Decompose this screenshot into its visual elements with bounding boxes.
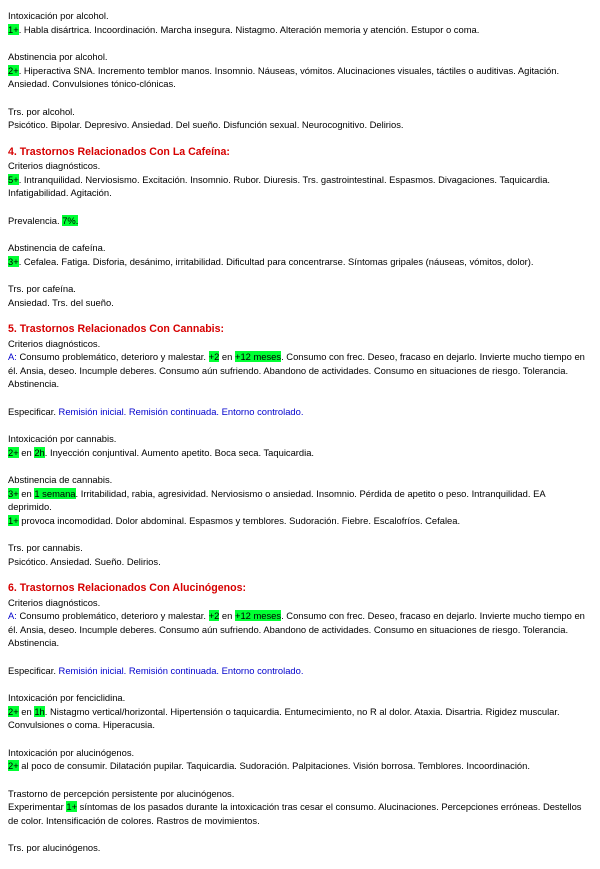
cannabis-disorders-section (8, 541, 588, 568)
caffeine-criteria-section (8, 146, 588, 200)
body-text: . Intranquilidad. Nerviosismo. Excitación. Insomnio. Rubor. Diuresis. Trs. gastrointestinal. Espasmos. Divagaciones. Taquicardia. Infatigabilidad. Agitación. (8, 173, 551, 198)
section-heading: Abstinencia por alcohol. (8, 51, 108, 62)
highlight-period: +12 meses (234, 610, 282, 621)
section-heading: Criterios diagnósticos. (8, 337, 101, 349)
section-heading: Trs. por alucinógenos. (8, 842, 101, 853)
specify-text: Remisión inicial. Remisión continuada. Entorno controlado. (58, 664, 304, 676)
section-heading: Intoxicación por alucinógenos. (8, 746, 135, 758)
highlight-count: 2+ (8, 705, 19, 717)
criterion-a-label: A: (8, 351, 17, 362)
section-body: A: Consumo problemático, deterioro y malestar. +2 en +12 meses. Consumo con frec. Deseo, fracaso en dejarlo. Invierte mucho tiempo en él. Ansia, deseo. Incumple deberes. Consumo aún sufriendo. Abandono de actividades. Consumo en situaciones de riesgo. Tolerancia. Abstinencia. (8, 351, 585, 389)
body-text: . Cefalea. Fatiga. Disforia, desánimo, irritabilidad. Dificultad para concentrarse. Síntomas gripales (náuseas, vómitos, dolor). (18, 255, 534, 267)
section-body (8, 64, 588, 91)
section-heading: Criterios diagnósticos. (8, 160, 101, 171)
hallucinogen-criteria-section (8, 582, 588, 650)
chapter-title-caffeine: 4. Trastornos Relacionados Con La Cafeína: (8, 145, 230, 158)
section-heading: Trs. por cannabis. (8, 542, 83, 553)
section-body: A: Consumo problemático, deterioro y malestar. +2 en +12 meses. Consumo con frec. Deseo, fracaso en dejarlo. Invierte mucho tiempo en él. Ansia, deseo. Incumple deberes. Consumo aún sufriendo. Abandono de actividades. Consumo en situaciones de riesgo. Tolerancia. Abstinencia. (8, 610, 585, 648)
body-text: Ansiedad. Trs. del sueño. (8, 296, 114, 308)
section-body: 3+ en 1 semana. Irritabilidad, rabia, agresividad. Nerviosismo o ansiedad. Insomnio. Pérdida de apetito o peso. Intranquilidad. EA deprimido. (8, 487, 546, 512)
persistent-perception-section (8, 787, 588, 828)
section-body: Experimentar 1+ síntomas de los pasados durante la intoxicación tras cesar el consumo. Alucinaciones. Percepciones erróneas. Destellos de color. Intensificación de colores. Rastros de movimientos. (8, 801, 582, 826)
section-heading: Intoxicación por cannabis. (8, 433, 117, 444)
prevalence-value: 7%. (62, 214, 79, 226)
section-body: 2+ en 2h. Inyección conjuntival. Aumento apetito. Boca seca. Taquicardia. (8, 446, 315, 458)
alcohol-intoxication-section (8, 9, 588, 36)
highlight-count: 1+ (66, 801, 78, 812)
highlight-time: 1h (34, 705, 45, 717)
highlight-count: 5+ (8, 173, 19, 185)
section-body: 1+ provoca incomodidad. Dolor abdominal. Espasmos y temblores. Sudoración. Fiebre. Escalofríos. Cefalea. (8, 514, 461, 526)
criterion-a-label: A: (8, 610, 17, 621)
alcohol-disorders-section (8, 105, 588, 132)
highlight-count: 1+ (8, 23, 19, 35)
highlight-count: 2+ (8, 64, 19, 76)
body-text: Psicótico. Ansiedad. Sueño. Delirios. (8, 555, 161, 567)
section-heading: Abstinencia de cafeína. (8, 242, 106, 253)
section-heading: Intoxicación por fenciclidina. (8, 692, 126, 703)
chapter-title-cannabis: 5. Trastornos Relacionados Con Cannabis: (8, 323, 225, 335)
section-heading: Trs. por cafeína. (8, 283, 76, 294)
section-heading: Trs. por alcohol. (8, 105, 75, 117)
caffeine-prevalence (8, 214, 588, 228)
specify-text: Remisión inicial. Remisión continuada. Entorno controlado. (58, 405, 304, 417)
section-body: 2+ en 1h. Nistagmo vertical/horizontal. Hipertensión o taquicardia. Entumecimiento, no R al dolor. Ataxia. Disartria. Rigidez muscular. Convulsiones o coma. Hiperacusia. (8, 705, 560, 730)
highlight-count: 3+ (8, 487, 19, 499)
caffeine-withdrawal-section (8, 241, 588, 268)
highlight-count: 3+ (8, 255, 19, 267)
highlight-time: 2h (34, 446, 45, 458)
section-body (8, 173, 588, 200)
section-heading: Trastorno de percepción persistente por alucinógenos. (8, 787, 235, 799)
caffeine-disorders-section (8, 282, 588, 309)
section-heading: Intoxicación por alcohol. (8, 10, 109, 21)
body-text: . Hiperactiva SNA. Incremento temblor manos. Insomnio. Náuseas, vómitos. Alucinaciones visuales, táctiles o auditivas. Agitación. Ansiedad. Convulsiones tónico-clónicas. (8, 64, 560, 89)
hallucinogen-intoxication-section (8, 746, 588, 773)
highlight-period: +12 meses (234, 351, 282, 362)
section-body: 2+ al poco de consumir. Dilatación pupilar. Taquicardia. Sudoración. Palpitaciones. Visión borrosa. Temblores. Incoordinación. (8, 760, 530, 771)
section-heading: Abstinencia de cannabis. (8, 474, 113, 485)
highlight-count: +2 (208, 610, 220, 621)
body-text: Psicótico. Bipolar. Depresivo. Ansiedad. Del sueño. Disfunción sexual. Neurocognitivo. Delirios. (8, 119, 404, 130)
specify-label: Especificar. (8, 405, 59, 417)
alcohol-withdrawal-section (8, 50, 588, 91)
cannabis-criteria-section (8, 323, 588, 391)
section-body (8, 255, 588, 269)
section-body (8, 23, 588, 37)
body-text: . Habla disártrica. Incoordinación. Marcha insegura. Nistagmo. Alteración memoria y atención. Estupor o coma. (18, 23, 480, 35)
cannabis-withdrawal-section (8, 473, 588, 527)
cannabis-intoxication-section (8, 432, 588, 459)
hallucinogen-specify (8, 664, 588, 678)
highlight-count: +2 (208, 351, 220, 362)
document-page (8, 9, 588, 869)
chapter-title-hallucinogens: 6. Trastornos Relacionados Con Alucinógenos: (8, 582, 247, 594)
highlight-time: 1 semana (34, 487, 76, 499)
section-heading: Criterios diagnósticos. (8, 596, 101, 608)
highlight-count: 2+ (8, 760, 19, 771)
highlight-count: 1+ (8, 514, 19, 526)
specify-label: Especificar. (8, 664, 59, 676)
phencyclidine-intoxication-section (8, 691, 588, 732)
cannabis-specify (8, 405, 588, 419)
prevalence-label: Prevalencia. (8, 214, 63, 226)
highlight-count: 2+ (8, 446, 19, 458)
